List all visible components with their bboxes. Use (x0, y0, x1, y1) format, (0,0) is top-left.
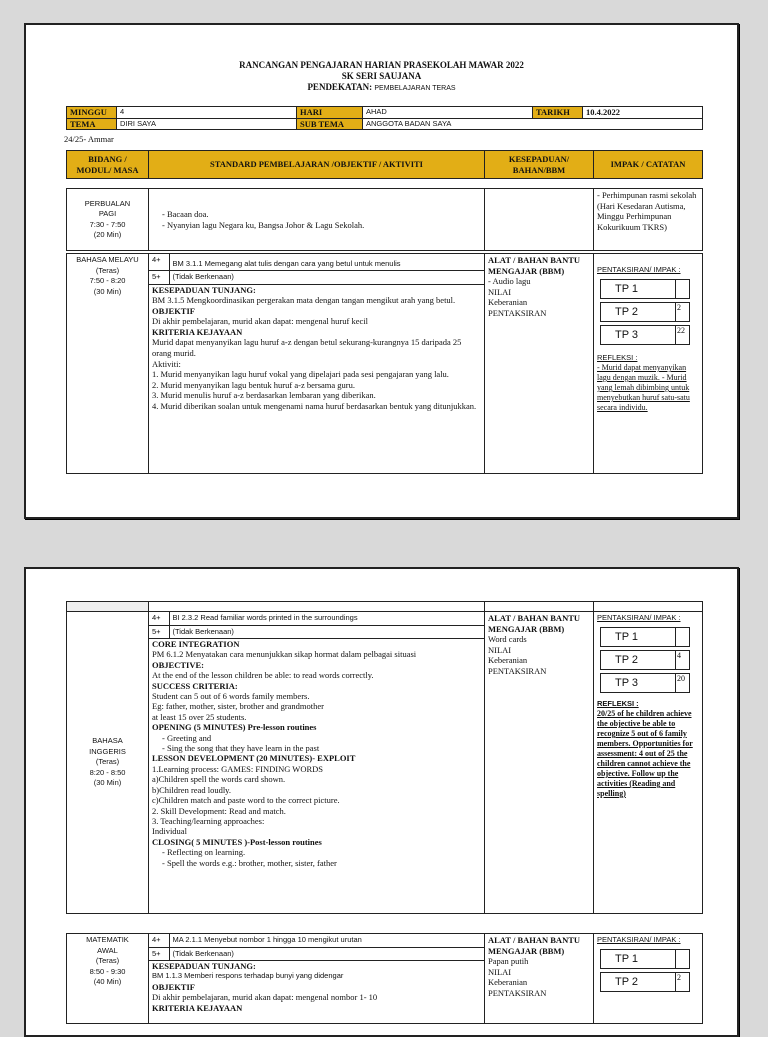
minggu-label: MINGGU (67, 107, 117, 119)
perbualan-table (66, 188, 703, 251)
mt-bidang: MATEMATIK AWAL (Teras) 8:50 - 9:30 (40 Min) (67, 934, 149, 1024)
perbualan-bidang: PERBUALAN PAGI 7:30 - 7:50 (20 Min) (67, 189, 149, 251)
bi-table (66, 601, 703, 914)
header-title: RANCANGAN PENGAJARAN HARIAN PRASEKOLAH MAWAR 2022 (239, 60, 524, 70)
mt-impak: PENTAKSIRAN/ IMPAK : TP 1 TP 2 2 (594, 934, 703, 1024)
hari-label: HARI (297, 107, 363, 119)
tp-row: TP 1 (600, 627, 690, 647)
plan-header (26, 60, 737, 94)
header-school: SK SERI SAUJANA (341, 71, 422, 81)
mt-content: 4+ MA 2.1.1 Menyebut nombor 1 hingga 10 mengikut urutan 5+ (Tidak Berkenaan) KESEPADUAN TUNJANG: BM 1.1.3 Memberi respons terhadap bunyi yang didengar OBJEKTIF Di akhir pembelajaran, murid akan dapat: mengenal nombor 1- 10 KRITERIA KEJAYAAN (149, 934, 485, 1024)
col-standard: STANDARD PEMBELAJARAN /OBJEKTIF / AKTIVITI (149, 151, 485, 179)
perbualan-impak: - Perhimpunan rasmi sekolah (Hari Kesedaran Autisma, Minggu Perhimpunan Kokurikuum TKRS) (594, 189, 703, 251)
attendance: 24/25- Ammar (64, 134, 114, 144)
tp-row: TP 2 2 (600, 972, 690, 992)
col-bidang: BIDANG / MODUL/ MASA (67, 151, 149, 179)
bi-bidang: BAHASA INGGERIS (Teras) 8:20 - 8:50 (30 Min) (67, 612, 149, 914)
perbualan-activities: - Bacaan doa. - Nyanyian lagu Negara ku, Bangsa Johor & Lagu Sekolah. (149, 189, 485, 251)
bm-table (66, 253, 703, 474)
mt-bbm: ALAT / BAHAN BANTU MENGAJAR (BBM) Papan putih NILAI Keberanian PENTAKSIRAN (485, 934, 594, 1024)
lesson-plan-page-2 (24, 567, 739, 1037)
tp-row: TP 1 (600, 279, 690, 299)
subtema-label: SUB TEMA (297, 118, 363, 130)
header-row-table (66, 150, 703, 179)
bm-refleksi: - Murid dapat menyanyikan lagu dengan muzik. - Murid yang lemah dibimbing untuk menyebutkan huruf satu-satu secara individu. (597, 363, 690, 412)
tp-row: TP 2 2 (600, 302, 690, 322)
bm-impak: PENTAKSIRAN/ IMPAK : TP 1 TP 2 2 TP 3 22 REFLEKSI : - Murid dapat menyanyikan lagu dengan muzik. - Murid yang lemah dibimbing untuk menyebutkan huruf satu-satu secara individu. (594, 254, 703, 474)
tp-row: TP 2 4 (600, 650, 690, 670)
bi-bbm: ALAT / BAHAN BANTU MENGAJAR (BBM) Word cards NILAI Keberanian PENTAKSIRAN (485, 612, 594, 914)
col-kesepaduan: KESEPADUAN/ BAHAN/BBM (485, 151, 594, 179)
bm-content: 4+ BM 3.1.1 Memegang alat tulis dengan cara yang betul untuk menulis 5+ (Tidak Berkenaan) KESEPADUAN TUNJANG: BM 3.1.5 Mengkoordinasikan pergerakan mata dengan tangan mengikut arah yang betul. OBJEKTIF Di akhir pembelajaran, murid akan dapat: mengenal huruf kecil KRITERIA KEJAYAAN Murid dapat menyanyikan lagu huruf a-z dengan betul sekurang-kurangnya 15 daripada 25 orang murid. Aktiviti: 1. Murid menyanyikan lagu huruf vokal yang dipelajari pada sesi pengajaran yang lalu. 2. Murid menyanyikan lagu bentuk huruf a-z bersama guru. 3. Murid menulis huruf a-z berdasarkan lembaran yang diberikan. 4. Murid diberikan soalan untuk mengenami nama huruf berdasarkan bentuk yang ditunjukkan. (149, 254, 485, 474)
hari-value: AHAD (363, 107, 533, 119)
lesson-plan-page-1 (24, 23, 739, 519)
header-approach: PENDEKATAN: PEMBELAJARAN TERAS (307, 82, 456, 92)
mt-table (66, 933, 703, 1024)
info-table (66, 106, 703, 130)
bi-content: 4+ BI 2.3.2 Read familiar words printed in the surroundings 5+ (Tidak Berkenaan) CORE INTEGRATION PM 6.1.2 Menyatakan cara menunjukkan sikap hormat dalam pelbagai situasi OBJECTIVE: At the end of the lesson children be able: to read words correctly. SUCCESS CRITERIA: Student can 5 out of 6 words family members. Eg: father, mother, sister, brother and grandmother at least 15 over 25 students. OPENING (5 MINUTES) Pre-lesson routines - Greeting and - Sing the song that they have learn in the past LESSON DEVELOPMENT (20 MINUTES)- EXPLOIT 1.Learning process: GAMES: FINDING WORDS a)Children spell the words card shown. b)Children read loudly. c)Children match and paste word to the correct picture. 2. Skill Development: Read and match. 3. Teaching/learning approaches: Individual CLOSING( 5 MINUTES )-Post-lesson routines - Reflecting on learning. - Spell the words e.g.: brother, mother, sister, father (149, 612, 485, 914)
bm-bidang: BAHASA MELAYU (Teras) 7:50 - 8:20 (30 Min) (67, 254, 149, 474)
tp-row: TP 1 (600, 949, 690, 969)
perbualan-kesepaduan (485, 189, 594, 251)
bm-bbm: ALAT / BAHAN BANTU MENGAJAR (BBM) - Audio lagu NILAI Keberanian PENTAKSIRAN (485, 254, 594, 474)
tp-row: TP 3 22 (600, 325, 690, 345)
subtema-value: ANGGOTA BADAN SAYA (363, 118, 703, 130)
tarikh-label: TARIKH (533, 107, 583, 119)
minggu-value: 4 (117, 107, 297, 119)
bi-refleksi: 20/25 of he children achieve the objective be able to recognize 5 out of 6 family members. Opportunities for assessment: 4 out of 25 the children cannot achieve the objective. Follow up the activities (Reading and spelling) (597, 709, 693, 798)
col-impak: IMPAK / CATATAN (594, 151, 703, 179)
tp-row: TP 3 20 (600, 673, 690, 693)
tema-value: DIRI SAYA (117, 118, 297, 130)
tema-label: TEMA (67, 118, 117, 130)
bi-impak: PENTAKSIRAN/ IMPAK : TP 1 TP 2 4 TP 3 20 REFLEKSI : 20/25 of he children achieve the objective be able to recognize 5 out of 6 family members. Opportunities for assessment: 4 out of 25 the children cannot achieve the objective. Follow up the activities (Reading and spelling) (594, 612, 703, 914)
tarikh-value: 10.4.2022 (583, 107, 703, 119)
